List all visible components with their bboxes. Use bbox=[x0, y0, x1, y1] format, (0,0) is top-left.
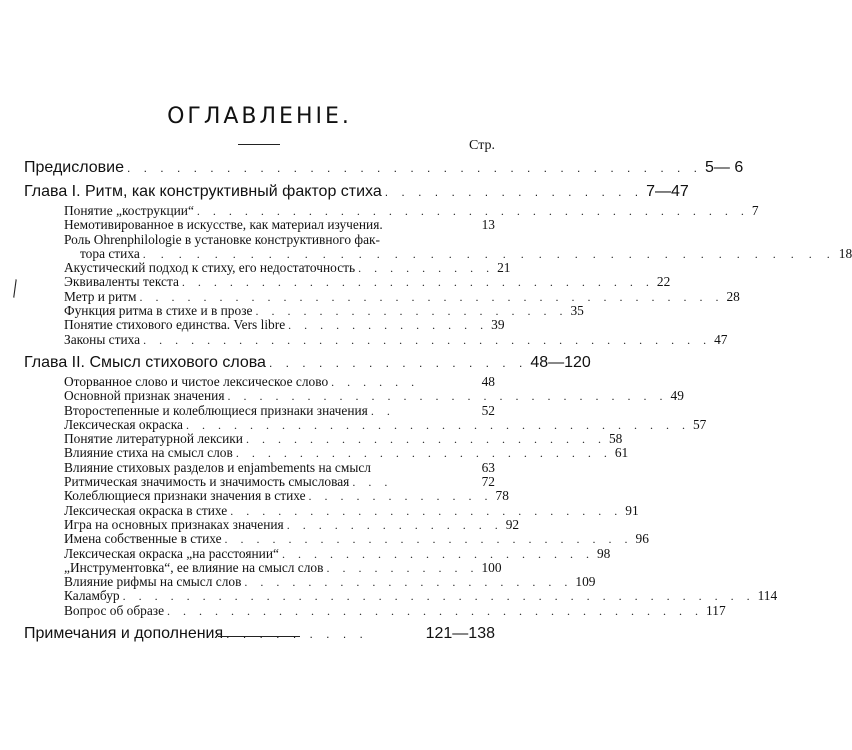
toc-entry-page: 48—120 bbox=[530, 353, 591, 371]
toc-subentry-text: Понятие литературной лексики bbox=[64, 431, 243, 447]
dot-leader: . . . . . . . . . . . . . . bbox=[286, 517, 503, 532]
dot-leader: . . . bbox=[352, 475, 393, 490]
toc-subentry bbox=[24, 574, 596, 590]
dot-leader: . . . . . . . . . . . . . . . . . . . . bbox=[255, 304, 568, 319]
toc-subentry-text: Акустический подход к стиху, его недостаточность bbox=[64, 260, 356, 276]
toc-entry-page: 121—138 bbox=[425, 625, 495, 643]
toc-subentry-text: Роль Ohrenphilologie в установке конструктивного фак- bbox=[64, 231, 380, 247]
toc-entry-text: Глава II. Смысл стихового слова bbox=[24, 353, 266, 371]
dot-leader: . . . . . . . . . . . . . . . . bbox=[268, 355, 528, 370]
toc-subentry-page: 39 bbox=[491, 317, 505, 333]
toc-subentry bbox=[24, 416, 707, 432]
dot-leader: . . . . . . bbox=[331, 374, 420, 389]
toc-subentry-text: Имена собственные в стихе bbox=[64, 531, 222, 547]
toc-entry-page: 7—47 bbox=[646, 183, 689, 200]
toc-subentry-text: Функция ритма в стихе и в прозе bbox=[64, 303, 253, 319]
toc-subentry bbox=[24, 203, 759, 218]
toc-subentry bbox=[24, 233, 495, 247]
toc-subentry bbox=[24, 602, 726, 618]
toc-subentry-page: 109 bbox=[575, 574, 596, 590]
dot-leader: . . . . . . . . . . . . . . . . . . . . bbox=[281, 546, 594, 561]
dot-leader: . . . . . . . . . . . . . . . . . . . . . . . . bbox=[235, 446, 612, 461]
toc-subentry-text: Влияние рифмы на смысл слов bbox=[64, 574, 242, 590]
dot-leader: . . . . . . . . . bbox=[358, 261, 495, 276]
toc-subentry bbox=[24, 303, 584, 319]
toc-subentry-text: Лексическая окраска в стихе bbox=[64, 502, 228, 518]
toc-subentry bbox=[24, 388, 684, 404]
toc-subentry-page: 35 bbox=[570, 303, 584, 319]
toc-subentry bbox=[24, 516, 520, 532]
toc-subentry-page: 18 bbox=[838, 245, 852, 261]
toc-subentry-text: Ритмическая значимость и значимость смысловая bbox=[64, 474, 350, 490]
toc-subentry-page: 13 bbox=[481, 217, 495, 233]
toc-subentry-page: 52 bbox=[481, 402, 495, 418]
toc-subentry bbox=[24, 488, 509, 504]
toc-subentry-page: 91 bbox=[625, 502, 639, 518]
toc-subentry-text: Лексическая окраска bbox=[64, 416, 183, 432]
toc-subentry-text: Каламбур bbox=[64, 588, 120, 604]
title-rule bbox=[238, 144, 280, 145]
toc-entry-text: Предисловие bbox=[24, 159, 124, 176]
toc-entry-text: Примечания и дополнения bbox=[24, 625, 224, 643]
toc-subentry-page: 96 bbox=[635, 531, 649, 547]
toc-subentry bbox=[24, 274, 671, 290]
toc-subentry-text: Понятие стихового единства. Vers libre bbox=[64, 317, 286, 333]
toc-subentry-text: Эквиваленты текста bbox=[64, 274, 179, 290]
toc-subentry-page: 114 bbox=[757, 588, 778, 604]
toc-entry-text: Глава I. Ритм, как конструктивный фактор стиха bbox=[24, 183, 382, 200]
toc-subentry bbox=[24, 545, 611, 561]
toc-subentry-text: Вопрос об образе bbox=[64, 602, 165, 618]
toc-subentry-page: 117 bbox=[706, 602, 726, 618]
toc-subentry-page: 63 bbox=[481, 459, 495, 475]
toc-subentry-page: 58 bbox=[608, 431, 623, 447]
toc-subentry bbox=[24, 502, 639, 518]
dot-leader: . . . . . . . . . . . . . . . . . . . . . . . . . . . . . . . . . . . . . . . bbox=[142, 246, 836, 261]
toc-subentry-continuation bbox=[24, 245, 852, 261]
toc-subentry bbox=[24, 559, 502, 575]
toc-subentry-page: 61 bbox=[614, 445, 629, 461]
page-column-label: Стр. bbox=[469, 138, 495, 153]
toc-subentry bbox=[24, 260, 511, 276]
dot-leader: . . . . . . . . . . . . . . . . . . . . . . . . . . . . . . . . bbox=[185, 417, 690, 432]
dot-leader: . . . . . . . . . . . . bbox=[308, 489, 493, 504]
toc-subentry-page: 47 bbox=[714, 331, 728, 347]
dot-leader: . . . . . . . . . . . . . . . . . . . . . . . . . bbox=[230, 503, 623, 518]
page-title: ОГЛАВЛЕНІЕ. bbox=[167, 104, 352, 129]
toc-subentry-text: „Инструментовка“, ее влияние на смысл слов bbox=[64, 559, 324, 575]
toc-subentry-page: 72 bbox=[481, 474, 495, 490]
toc-subentry-text: Основной признак значения bbox=[64, 388, 225, 404]
toc-subentry-text: Законы стиха bbox=[64, 331, 141, 347]
toc-subentry-text: Колеблющиеся признаки значения в стихе bbox=[64, 488, 306, 504]
toc-subentry-page: 22 bbox=[656, 274, 671, 290]
toc-entry-chapter-1 bbox=[24, 180, 689, 204]
toc-subentry bbox=[24, 331, 728, 347]
toc-entry-chapter-2 bbox=[24, 351, 591, 375]
toc-entry-preface bbox=[24, 156, 744, 180]
toc-subentry bbox=[24, 588, 778, 604]
toc-entry-notes bbox=[24, 622, 495, 646]
toc-subentry-text: тора стиха bbox=[80, 245, 140, 261]
toc-subentry-page: 92 bbox=[505, 516, 520, 532]
toc-subentry bbox=[24, 531, 649, 547]
toc-subentry-text: Игра на основных признаках значения bbox=[64, 516, 284, 532]
toc-subentry-page: 49 bbox=[670, 388, 684, 404]
dot-leader: . . . . . . . . . . . . . . . . bbox=[384, 185, 644, 199]
dot-leader: . . . . . . . . . . . . . . . . . . . . . . . . . . . . . . . . . . . bbox=[126, 161, 703, 175]
toc-subentry-text: Влияние стиха на смысл слов bbox=[64, 445, 233, 461]
dot-leader: . . . . . . . . . . . . . . . . . . . . . . . . . . . . . . . . . . . bbox=[196, 204, 749, 218]
toc-subentry bbox=[24, 288, 740, 304]
dot-leader: . . bbox=[370, 403, 395, 418]
toc-subentry bbox=[24, 431, 623, 447]
dot-leader: . . . . . . . . . . . . . . . . . . . . . . . . . . . . . . . . . . . . . bbox=[139, 289, 724, 304]
toc-subentry-text: Влияние стиховых разделов и enjambements на смысл bbox=[64, 459, 371, 475]
toc-subentry bbox=[24, 317, 505, 333]
dot-leader: . . . . . . . . . . . . . bbox=[288, 318, 489, 333]
dot-leader: . . . . . . . . . . . . . . . . . . . . . . . bbox=[245, 432, 606, 447]
dot-leader: . . . . . . . . . . . . . . . . . . . . . . . . . . . . . . . . . . . . . . . . bbox=[122, 589, 755, 604]
toc-subentry-text: Второстепенные и колеблющиеся признаки значения bbox=[64, 402, 368, 418]
dot-leader: . . . . . . . . . . . . . . . . . . . . . . . . . . . . . . . . . . bbox=[167, 603, 704, 618]
stray-mark: ╲ bbox=[6, 280, 22, 299]
toc-subentry-page: 7 bbox=[751, 203, 759, 218]
toc-subentry-page: 98 bbox=[596, 545, 611, 561]
toc-subentry bbox=[24, 445, 629, 461]
toc-subentry-page: 57 bbox=[692, 416, 707, 432]
toc-subentry bbox=[24, 375, 495, 389]
dot-leader: . . . . . . . . . . . . . . . . . . . . . . . . . . bbox=[224, 532, 633, 547]
toc-subentry-page: 100 bbox=[481, 559, 502, 575]
toc-subentry bbox=[24, 461, 495, 475]
toc-subentry-page: 21 bbox=[497, 260, 511, 276]
table-of-contents bbox=[24, 156, 852, 646]
toc-subentry-page: 28 bbox=[726, 288, 740, 304]
toc-subentry-text: Понятие „кострукции“ bbox=[64, 203, 194, 218]
toc-subentry bbox=[24, 218, 495, 232]
dot-leader: . . . . . . . . . . bbox=[326, 560, 479, 575]
dot-leader: . . . . . . . . . . . . . . . . . . . . . . . . . . . . . . bbox=[181, 275, 654, 290]
dot-leader: . . . . . . . . . bbox=[226, 627, 368, 642]
toc-subentry-page: 78 bbox=[495, 488, 509, 504]
toc-subentry-page: 48 bbox=[481, 373, 495, 389]
toc-subentry-text: Немотивированное в искусстве, как материал изучения. bbox=[64, 217, 383, 233]
toc-subentry-text: Оторванное слово и чистое лексическое слово bbox=[64, 373, 329, 389]
dot-leader: . . . . . . . . . . . . . . . . . . . . . . . . . . . . bbox=[227, 389, 668, 404]
dot-leader: . . . . . . . . . . . . . . . . . . . . . . . . . . . . . . . . . . . . bbox=[143, 332, 712, 347]
toc-subentry bbox=[24, 475, 495, 489]
toc-subentry-text: Лексическая окраска „на расстоянии“ bbox=[64, 545, 279, 561]
footer-rule bbox=[218, 636, 300, 637]
toc-entry-page: 5— 6 bbox=[705, 159, 744, 176]
toc-subentry bbox=[24, 404, 495, 418]
dot-leader: . . . . . . . . . . . . . . . . . . . . . bbox=[244, 575, 573, 590]
toc-subentry-text: Метр и ритм bbox=[64, 288, 137, 304]
